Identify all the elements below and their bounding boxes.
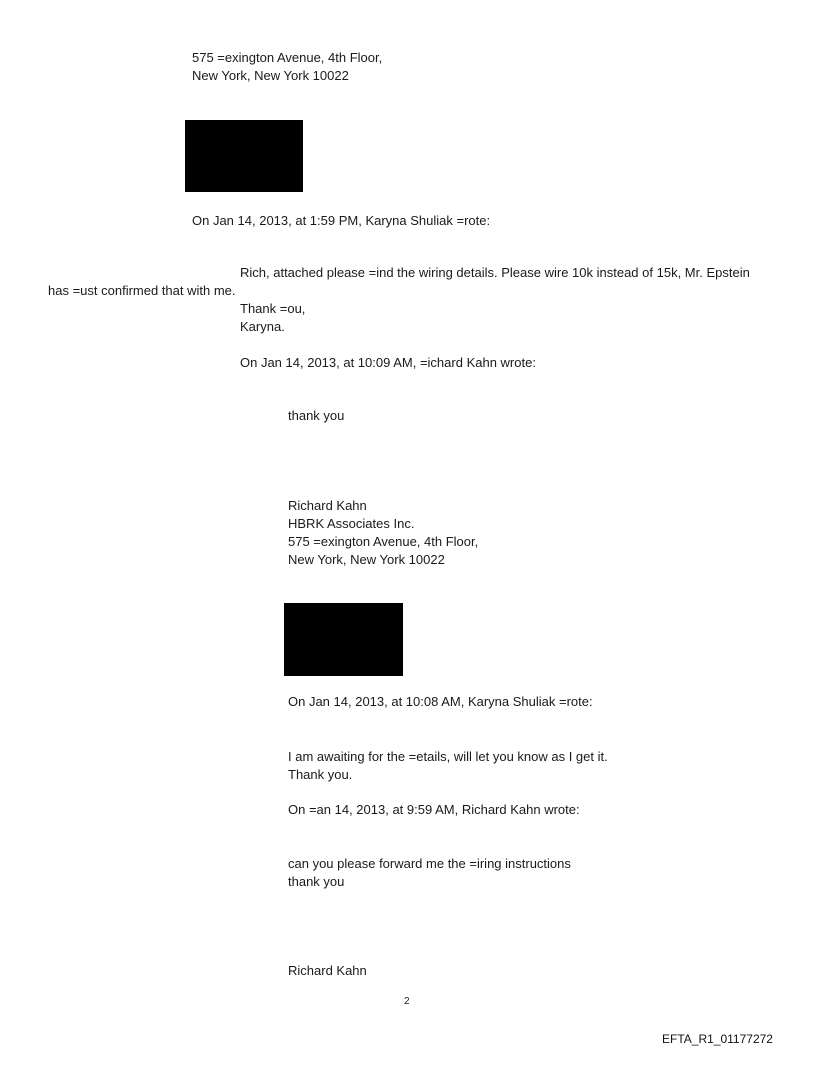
email-header-4: On =an 14, 2013, at 9:59 AM, Richard Kahn wrote: bbox=[288, 802, 580, 817]
signature-2-name: Richard Kahn bbox=[288, 963, 367, 978]
bates-number: EFTA_R1_01177272 bbox=[662, 1032, 773, 1046]
address-line-1: 575 =exington Avenue, 4th Floor, bbox=[192, 50, 383, 65]
page-number: 2 bbox=[404, 996, 410, 1007]
message-1-line-2: has =ust confirmed that with me. bbox=[48, 283, 236, 298]
signature-name: Richard Kahn bbox=[288, 498, 367, 513]
email-header-2: On Jan 14, 2013, at 10:09 AM, =ichard Kahn wrote: bbox=[240, 355, 536, 370]
redaction-box-2 bbox=[284, 603, 403, 676]
redaction-box-1 bbox=[185, 120, 303, 192]
email-header-3: On Jan 14, 2013, at 10:08 AM, Karyna Shuliak =rote: bbox=[288, 694, 593, 709]
message-4-line-1: can you please forward me the =iring instructions bbox=[288, 856, 571, 871]
signature-company: HBRK Associates Inc. bbox=[288, 516, 415, 531]
message-1-line-4: Karyna. bbox=[240, 319, 285, 334]
signature-address-line-2: New York, New York 10022 bbox=[288, 552, 445, 567]
message-4-line-2: thank you bbox=[288, 874, 345, 889]
address-line-2: New York, New York 10022 bbox=[192, 68, 349, 83]
signature-address-line-1: 575 =exington Avenue, 4th Floor, bbox=[288, 534, 479, 549]
message-3-line-2: Thank you. bbox=[288, 767, 353, 782]
message-1-line-3: Thank =ou, bbox=[240, 301, 306, 316]
email-header-1: On Jan 14, 2013, at 1:59 PM, Karyna Shuliak =rote: bbox=[192, 213, 491, 228]
message-3-line-1: I am awaiting for the =etails, will let you know as I get it. bbox=[288, 749, 608, 764]
message-2-line-1: thank you bbox=[288, 408, 345, 423]
message-1-line-1: Rich, attached please =ind the wiring details. Please wire 10k instead of 15k, Mr. Epstein bbox=[240, 265, 750, 280]
